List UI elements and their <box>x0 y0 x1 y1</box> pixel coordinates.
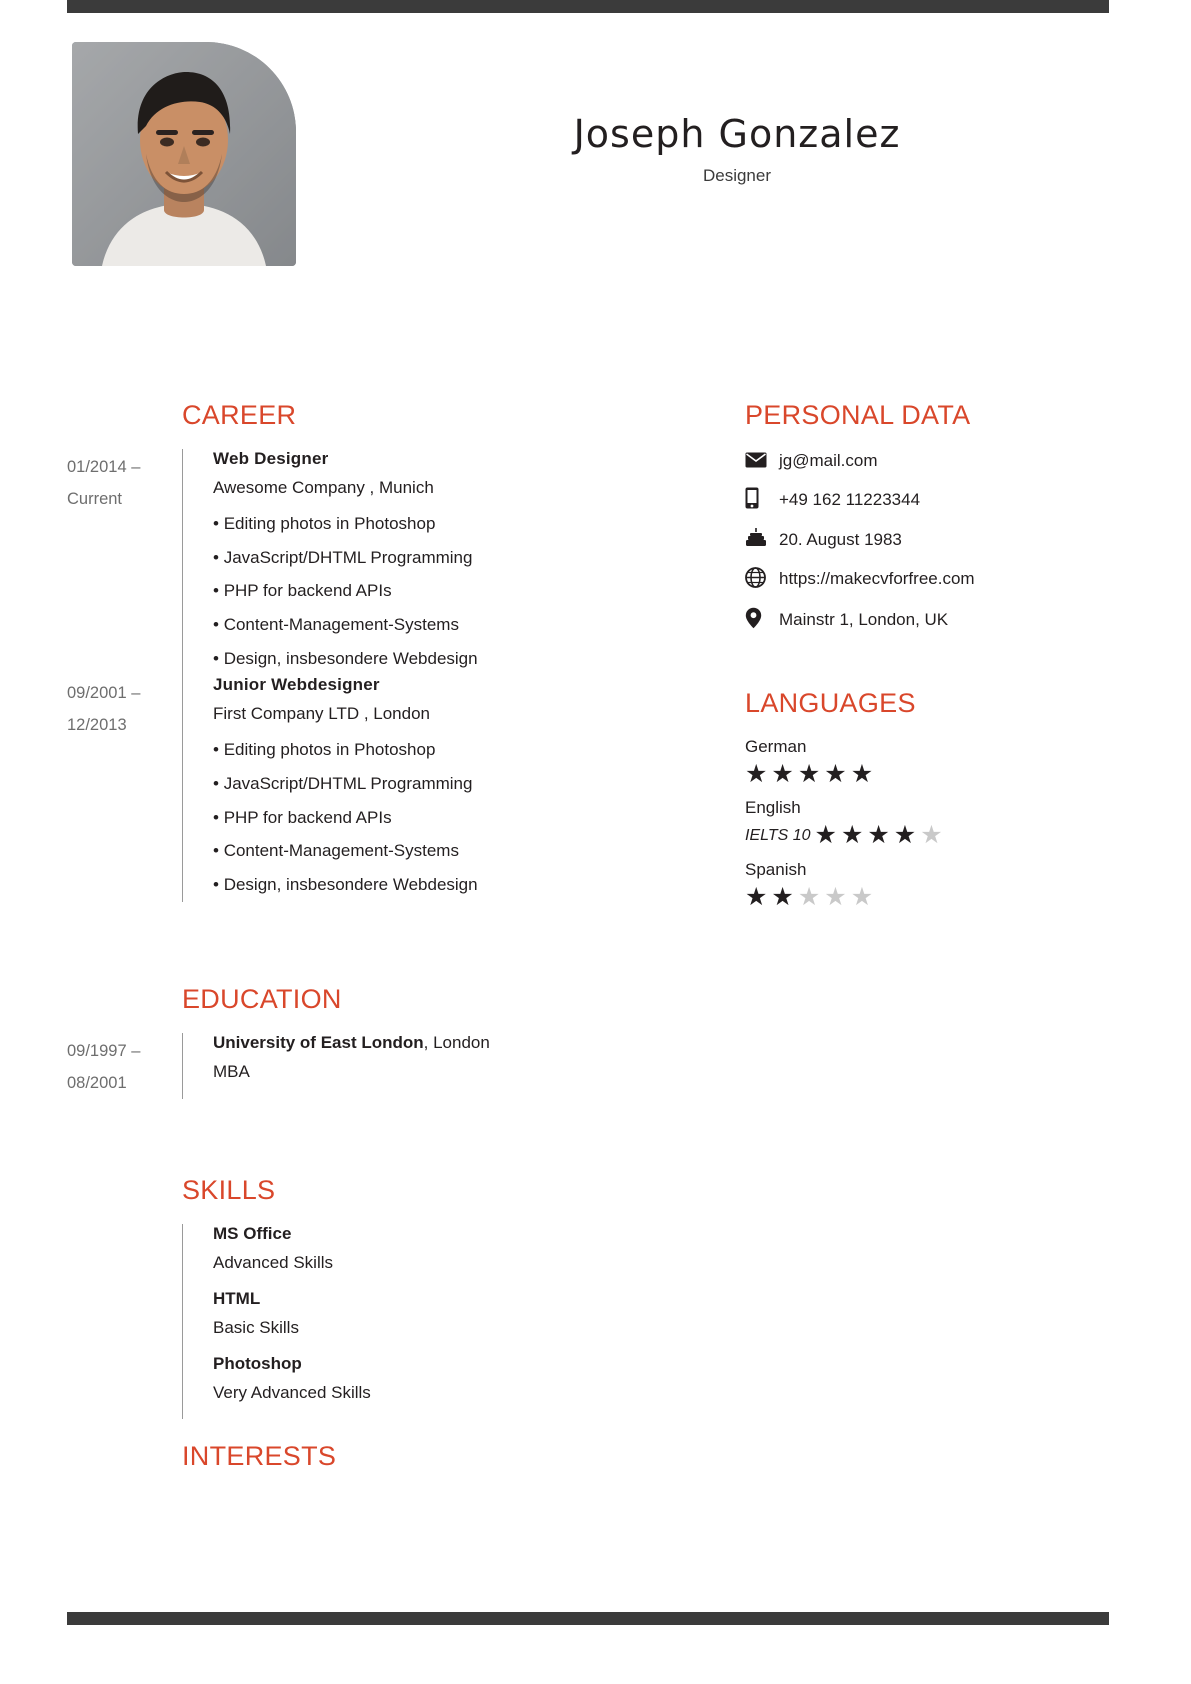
list-item: • Design, insbesondere Webdesign <box>213 642 707 676</box>
left-column <box>67 400 707 1490</box>
portrait-photo <box>72 42 296 266</box>
star-filled: ★ <box>771 760 798 788</box>
section-title-languages: LANGUAGES <box>745 688 916 718</box>
personal-data-row <box>745 607 1115 632</box>
star-filled: ★ <box>824 760 851 788</box>
list-item: • Content-Management-Systems <box>213 608 707 642</box>
list-item: • Editing photos in Photoshop <box>213 507 707 541</box>
date-from: 09/2001 – <box>67 684 141 703</box>
career-entry <box>67 675 707 901</box>
list-item: • PHP for backend APIs <box>213 574 707 608</box>
career-bullets <box>213 507 707 675</box>
star-filled: ★ <box>814 821 841 850</box>
star-empty: ★ <box>824 882 851 911</box>
star-filled: ★ <box>797 760 825 788</box>
name-block <box>367 112 1107 186</box>
language-item <box>745 798 1115 851</box>
section-title-interests: INTERESTS <box>182 1440 337 1471</box>
page-title: Joseph Gonzalez <box>573 112 901 156</box>
location-pin-icon <box>745 607 779 632</box>
star-empty: ★ <box>850 882 878 911</box>
education-location: , London <box>423 1032 490 1052</box>
date-to: 08/2001 <box>67 1073 127 1092</box>
language-rating <box>815 820 947 851</box>
star-filled: ★ <box>850 760 878 788</box>
resume-header <box>67 42 1109 272</box>
section-title-education: EDUCATION <box>182 983 342 1014</box>
language-note: IELTS 10 <box>745 826 811 844</box>
skill-entry <box>67 1224 707 1289</box>
star-empty: ★ <box>920 821 947 850</box>
star-filled: ★ <box>893 821 921 850</box>
career-company: Awesome Company , Munich <box>213 478 434 497</box>
language-name: Spanish <box>745 859 807 879</box>
skill-entry <box>67 1289 707 1354</box>
address-value: Mainstr 1, London, UK <box>779 609 949 629</box>
language-name: German <box>745 737 807 756</box>
personal-data-row <box>745 487 1115 512</box>
globe-icon <box>745 567 779 591</box>
language-rating <box>745 759 1115 790</box>
section-title-career: CAREER <box>182 400 297 430</box>
list-item: • JavaScript/DHTML Programming <box>213 541 707 575</box>
language-item <box>745 737 1115 790</box>
education-school: University of East London <box>213 1032 424 1052</box>
skill-dates-spacer <box>67 1289 182 1354</box>
skill-name: Photoshop <box>213 1353 302 1373</box>
skill-dates-spacer <box>67 1224 182 1289</box>
envelope-icon <box>745 452 779 471</box>
skill-name: HTML <box>213 1288 261 1308</box>
star-filled: ★ <box>745 882 772 911</box>
skill-name: MS Office <box>213 1223 292 1243</box>
star-filled: ★ <box>745 760 772 788</box>
list-item: • PHP for backend APIs <box>213 801 707 835</box>
website-value: https://makecvforfree.com <box>779 569 975 588</box>
career-role: Junior Webdesigner <box>213 675 380 695</box>
date-from: 09/1997 – <box>67 1041 141 1060</box>
skill-level: Advanced Skills <box>213 1252 334 1272</box>
skill-content <box>183 1354 371 1419</box>
list-item: • Design, insbesondere Webdesign <box>213 868 707 902</box>
education-dates <box>67 1033 182 1099</box>
personal-data-row <box>745 567 1115 591</box>
skill-level: Basic Skills <box>213 1317 299 1337</box>
birthdate-value: 20. August 1983 <box>779 529 902 549</box>
language-item <box>745 860 1115 913</box>
date-to: 12/2013 <box>67 716 127 735</box>
phone-value: +49 162 11223344 <box>779 489 921 509</box>
skill-dates-spacer <box>67 1354 182 1419</box>
education-entry <box>67 1033 707 1099</box>
career-dates <box>67 449 182 675</box>
skill-content <box>183 1224 333 1289</box>
career-content <box>183 449 707 675</box>
mobile-phone-icon <box>745 487 779 512</box>
education-school-line <box>213 1033 707 1053</box>
skill-entry <box>67 1354 707 1419</box>
career-role: Web Designer <box>213 449 329 468</box>
job-title: Designer <box>702 166 772 185</box>
star-filled: ★ <box>840 821 868 850</box>
education-content <box>183 1033 707 1099</box>
date-from: 01/2014 – <box>67 458 141 476</box>
star-filled: ★ <box>771 882 798 911</box>
section-title-skills: SKILLS <box>182 1174 276 1205</box>
career-dates <box>67 675 182 901</box>
section-title-personal-data: PERSONAL DATA <box>745 400 971 430</box>
bottom-bar <box>67 1612 1109 1625</box>
career-bullets <box>213 733 707 901</box>
right-column <box>745 400 1115 921</box>
career-entry <box>67 449 707 675</box>
date-to: Current <box>67 490 123 509</box>
email-value: jg@mail.com <box>779 451 878 470</box>
career-content <box>183 675 707 901</box>
birthday-cake-icon <box>745 528 779 551</box>
language-rating <box>745 882 1115 913</box>
skill-content <box>183 1289 299 1354</box>
skill-level: Very Advanced Skills <box>213 1382 371 1402</box>
list-item: • JavaScript/DHTML Programming <box>213 767 707 801</box>
personal-data-row <box>745 528 1115 551</box>
education-degree: MBA <box>213 1061 250 1081</box>
language-rating-row <box>745 820 1115 851</box>
language-name: English <box>745 798 801 818</box>
list-item: • Content-Management-Systems <box>213 834 707 868</box>
star-filled: ★ <box>867 821 894 850</box>
star-empty: ★ <box>797 882 825 911</box>
list-item: • Editing photos in Photoshop <box>213 733 707 767</box>
career-company: First Company LTD , London <box>213 704 430 724</box>
personal-data-row <box>745 451 1115 471</box>
top-bar <box>67 0 1109 13</box>
